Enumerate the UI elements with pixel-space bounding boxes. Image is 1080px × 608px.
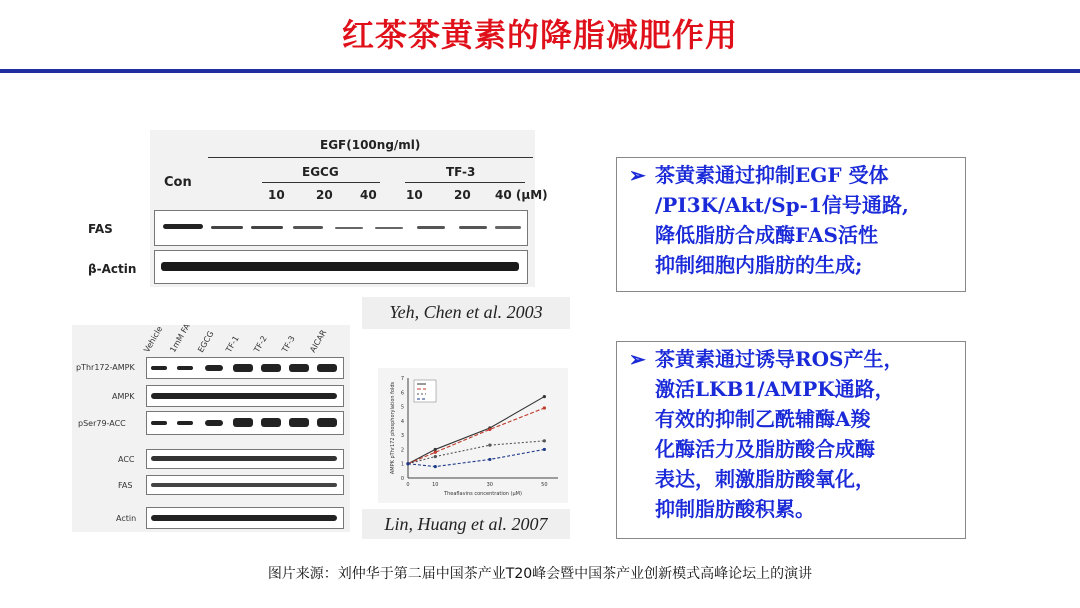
series-line: [408, 441, 544, 464]
y-axis-label: AMPK pThr172 phosphorylation folds: [390, 381, 396, 475]
dose-label: 20: [454, 188, 471, 202]
data-point: [406, 462, 409, 465]
lane-label: Vehicle: [142, 324, 165, 354]
x-tick-label: 10: [432, 482, 439, 488]
egcg-label: EGCG: [302, 165, 339, 179]
blot-row: [146, 385, 344, 407]
row-label: AMPK: [112, 392, 135, 401]
lane-label: TF-3: [280, 334, 297, 354]
y-tick-label: 1: [400, 461, 404, 468]
lane-label: TF-2: [252, 334, 269, 354]
y-tick-label: 6: [400, 390, 404, 397]
dose-label: 10: [406, 188, 423, 202]
callout-line: 激活LKB1/AMPK通路，: [655, 377, 895, 401]
callout-line: 表达，刺激脂肪酸氧化，: [655, 467, 875, 491]
callout-line: 有效的抑制乙酰辅酶A羧: [655, 407, 871, 431]
fas-band-row: [154, 210, 528, 246]
callout-line: 茶黄素通过抑制EGF 受体: [655, 163, 889, 187]
callout-line: 抑制细胞内脂肪的生成;: [655, 253, 863, 277]
data-point: [434, 448, 437, 451]
blot-row: [146, 357, 344, 379]
data-point: [543, 395, 546, 398]
row-label: ACC: [118, 455, 135, 464]
y-tick-label: 2: [400, 447, 404, 454]
row-label: FAS: [118, 481, 133, 490]
callout-text: [655, 344, 959, 524]
data-point: [543, 439, 546, 442]
western-blot-top: [88, 130, 548, 287]
callout-line: 化酶活力及脂肪酸合成酶: [655, 437, 875, 461]
callout-ampk-pathway: [616, 341, 966, 539]
data-point: [543, 406, 546, 409]
data-point: [543, 448, 546, 451]
chart-svg: [378, 368, 568, 503]
series-line: [408, 408, 544, 464]
data-point: [488, 428, 491, 431]
x-axis-label: Theaflavins concentration (μM): [444, 491, 522, 497]
slide-title: 红茶茶黄素的降脂减肥作用: [341, 16, 738, 54]
data-point: [434, 451, 437, 454]
image-source-caption: 图片来源：刘仲华于第二届中国茶产业T20峰会暨中国茶产业创新模式高峰论坛上的演讲: [267, 566, 813, 582]
callout-text: [655, 160, 959, 280]
y-tick-label: 0: [400, 476, 404, 482]
lane-label: EGCG: [196, 329, 216, 354]
citation-top: Yeh, Chen et al. 2003: [362, 297, 570, 329]
data-point: [434, 455, 437, 458]
blot-row: [146, 475, 344, 495]
egcg-line: [262, 182, 380, 183]
dose-label: 20: [316, 188, 333, 202]
ampk-line-chart: [378, 368, 568, 503]
lane-label: 1mM FA: [168, 322, 192, 354]
callout-line: 降低脂肪合成酶FAS活性: [655, 223, 878, 247]
data-point: [488, 444, 491, 447]
data-point: [488, 458, 491, 461]
row-label: pSer79-ACC: [78, 419, 126, 428]
dose-label: 10: [268, 188, 285, 202]
western-blot-bottom: [72, 322, 350, 532]
tf3-line: [405, 182, 525, 183]
dose-label: 40: [360, 188, 377, 202]
arrow-bullet-icon: ➢: [629, 163, 646, 187]
x-tick-label: 50: [541, 482, 548, 488]
egf-label: EGF(100ng/ml): [320, 138, 421, 152]
blot-row: [146, 411, 344, 435]
row-label: Actin: [116, 514, 137, 523]
lane-label: TF-1: [224, 334, 241, 354]
title-divider: [0, 69, 1080, 73]
fas-row-label: FAS: [88, 222, 113, 236]
x-tick-label: 0: [406, 482, 410, 488]
callout-line: /PI3K/Akt/Sp-1信号通路,: [655, 193, 909, 217]
y-tick-label: 3: [400, 433, 404, 440]
tf3-label: TF-3: [446, 165, 476, 179]
actin-band-row: [154, 250, 528, 284]
dose-label: 40 (μM): [495, 188, 548, 202]
con-label: Con: [164, 175, 192, 190]
callout-egf-pathway: [616, 157, 966, 292]
y-tick-label: 5: [400, 404, 404, 411]
y-tick-label: 4: [400, 418, 404, 425]
callout-line: 抑制脂肪酸积累。: [655, 497, 815, 521]
callout-line: 茶黄素通过诱导ROS产生，: [655, 347, 904, 371]
y-tick-label: 7: [400, 376, 404, 382]
data-point: [434, 465, 437, 468]
arrow-bullet-icon: ➢: [629, 347, 646, 371]
lane-label: AICAR: [308, 328, 329, 354]
blot-row: [146, 507, 344, 529]
x-tick-label: 30: [486, 482, 494, 488]
row-label: pThr172-AMPK: [76, 363, 135, 372]
citation-bottom: Lin, Huang et al. 2007: [362, 509, 570, 539]
blot-row: [146, 449, 344, 469]
actin-row-label: β-Actin: [88, 262, 137, 276]
egf-line: [208, 157, 533, 158]
